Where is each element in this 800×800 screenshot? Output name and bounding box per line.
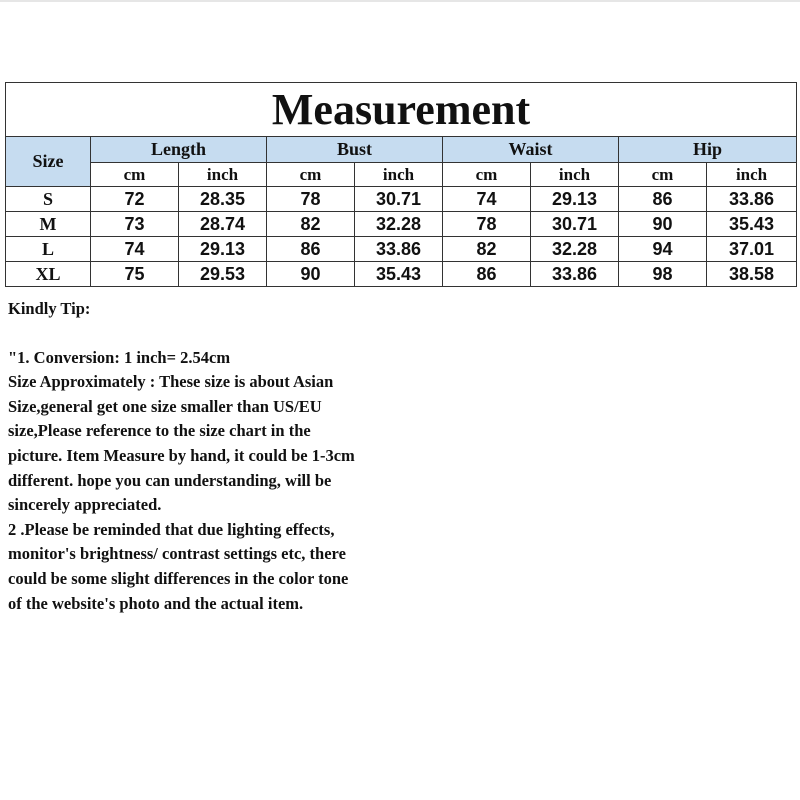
table-row [6, 237, 797, 262]
tips-line: picture. Item Measure by hand, it could be 1-3cm [8, 445, 355, 465]
table-cell: 32.28 [531, 237, 619, 262]
tips-line: "1. Conversion: 1 inch= 2.54cm [8, 347, 231, 367]
table-cell: 33.86 [355, 237, 443, 262]
top-divider [0, 0, 800, 2]
table-row [6, 212, 797, 237]
unit-header: cm [91, 163, 179, 187]
table-cell: 78 [443, 212, 531, 237]
table-cell: 28.35 [179, 187, 267, 212]
table-cell: 82 [443, 237, 531, 262]
unit-header-row [6, 163, 797, 187]
table-cell: 30.71 [355, 187, 443, 212]
table-cell: 28.74 [179, 212, 267, 237]
unit-header: cm [267, 163, 355, 187]
table-cell: 78 [267, 187, 355, 212]
table-cell: 86 [443, 262, 531, 287]
group-header-bust: Bust [267, 137, 443, 163]
tips-line: could be some slight differences in the color tone [8, 568, 349, 588]
table-cell: 32.28 [355, 212, 443, 237]
size-chart [5, 82, 796, 287]
table-cell: 90 [619, 212, 707, 237]
table-cell: 29.13 [179, 237, 267, 262]
table-cell: 82 [267, 212, 355, 237]
table-cell: 30.71 [531, 212, 619, 237]
table-cell: 94 [619, 237, 707, 262]
unit-header: cm [619, 163, 707, 187]
size-column-header: Size [6, 137, 91, 187]
table-cell: 29.13 [531, 187, 619, 212]
size-table [5, 82, 797, 287]
tips-heading: Kindly Tip: [8, 299, 91, 318]
tips-line: monitor's brightness/ contrast settings etc, there [8, 544, 346, 564]
group-header-hip: Hip [619, 137, 797, 163]
tips-line: size,Please reference to the size chart in the [8, 421, 311, 441]
table-row [6, 262, 797, 287]
tips-line: Size,general get one size smaller than US/EU [8, 396, 322, 416]
table-cell: 86 [619, 187, 707, 212]
tips-line: of the website's photo and the actual item. [8, 593, 304, 613]
group-header-length: Length [91, 137, 267, 163]
tips-section [8, 297, 468, 616]
size-cell: S [6, 187, 91, 212]
size-cell: XL [6, 262, 91, 287]
tips-line: 2 .Please be reminded that due lighting effects, [8, 519, 335, 539]
table-cell: 38.58 [707, 262, 797, 287]
table-cell: 75 [91, 262, 179, 287]
table-cell: 33.86 [707, 187, 797, 212]
table-title: Measurement [6, 83, 797, 137]
table-cell: 74 [443, 187, 531, 212]
group-header-waist: Waist [443, 137, 619, 163]
unit-header: inch [355, 163, 443, 187]
size-cell: L [6, 237, 91, 262]
title-row [6, 83, 797, 137]
table-cell: 29.53 [179, 262, 267, 287]
unit-header: inch [707, 163, 797, 187]
tips-line: sincerely appreciated. [8, 495, 162, 515]
table-cell: 86 [267, 237, 355, 262]
tips-line: Size Approximately : These size is about Asian [8, 372, 334, 392]
table-cell: 35.43 [355, 262, 443, 287]
tips-spacer [8, 322, 468, 346]
table-cell: 35.43 [707, 212, 797, 237]
table-row [6, 187, 797, 212]
table-cell: 90 [267, 262, 355, 287]
unit-header: inch [531, 163, 619, 187]
tips-line: different. hope you can understanding, will be [8, 470, 332, 490]
group-header-row [6, 137, 797, 163]
size-cell: M [6, 212, 91, 237]
table-cell: 74 [91, 237, 179, 262]
unit-header: cm [443, 163, 531, 187]
table-cell: 98 [619, 262, 707, 287]
table-cell: 37.01 [707, 237, 797, 262]
unit-header: inch [179, 163, 267, 187]
table-cell: 72 [91, 187, 179, 212]
table-cell: 73 [91, 212, 179, 237]
table-cell: 33.86 [531, 262, 619, 287]
